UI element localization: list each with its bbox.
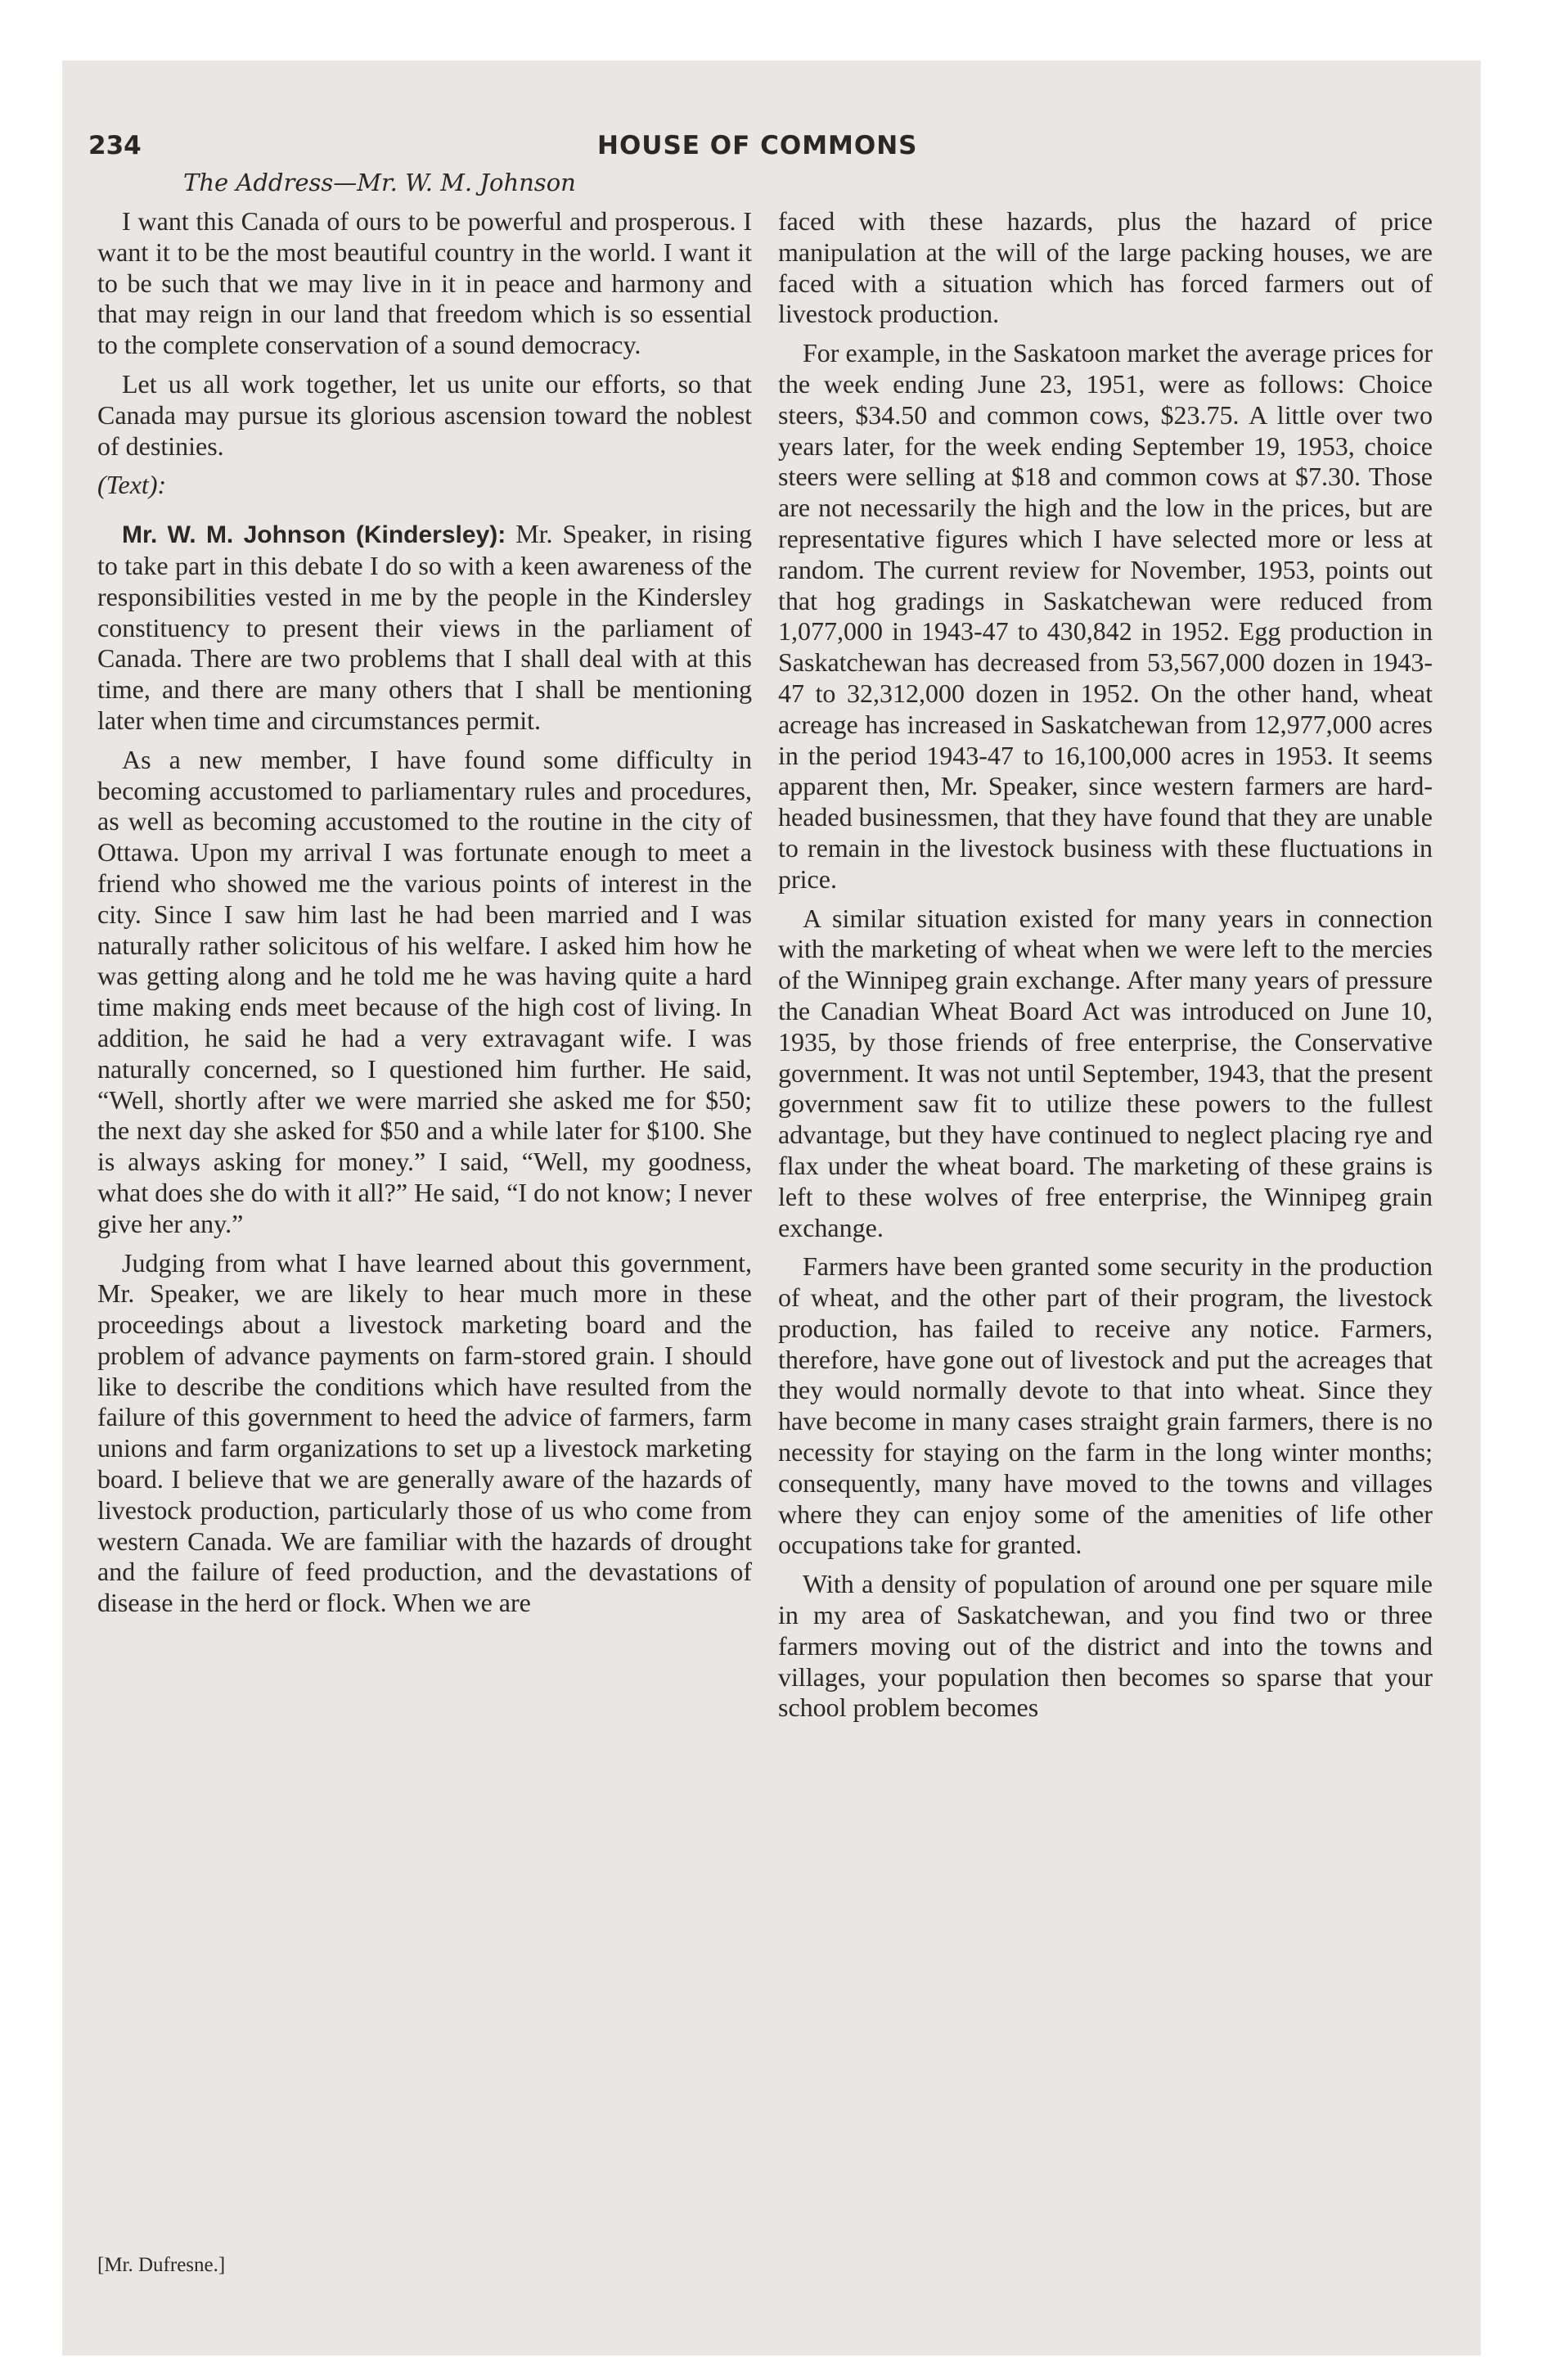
paragraph: As a new member, I have found some difficulty in becoming accustomed to parliamentary rules and procedures, as well as becoming accustomed to the routine in the city of Ottawa. Upon my arrival I was fortunate enough to meet a friend who showed me the various points of interest in the city. Since I saw him last he had been married and I was naturally rather solicitous of his welfare. I asked him how he was getting along and he told me he was having quite a hard time making ends meet because of the high cost of living. In addition, he said he had a very extravagant wife. I was naturally concerned, so I questioned him further. He said, “Well, shortly after we were married she asked me for $50; the next day she asked for $50 and a while later for $100. She is always asking for money.” I said, “Well, my goodness, what does she do with it all?” He said, “I do not know; I never give her any.” [97, 744, 752, 1238]
paragraph: I want this Canada of ours to be powerful and prosperous. I want it to be the most beautiful country in the world. I want it to be such that we may live in it in peace and harmony and that may reign in our land that freedom which is so essential to the complete conservation of a sound democracy. [97, 206, 752, 360]
paragraph: Let us all work together, let us unite our efforts, so that Canada may pursue its glorious ascension toward the noblest of destinies. [97, 368, 752, 461]
page-title: HOUSE OF COMMONS [597, 131, 918, 160]
paragraph: faced with these hazards, plus the hazard of price manipulation at the will of the large packing houses, we are faced with a situation which has forced farmers out of livestock production. [778, 206, 1433, 329]
paragraph: Judging from what I have learned about this government, Mr. Speaker, we are likely to hear much more in these proceedings about a livestock marketing board and the problem of advance payments on farm-stored grain. I should like to describe the conditions which have resulted from the failure of this government to heed the advice of farmers, farm unions and farm organizations to set up a livestock marketing board. I believe that we are generally aware of the hazards of livestock production, particularly those of us who come from western Canada. We are familiar with the hazards of drought and the failure of feed production, and the devastations of disease in the herd or flock. When we are [97, 1247, 752, 1618]
right-column [778, 206, 1433, 1732]
text-label: (Text): [97, 470, 167, 500]
speech-paragraph [97, 519, 752, 737]
paragraph: With a density of population of around one per square mile in my area of Saskatchewan, and you find two or three farmers moving out of the district and into the towns and villages, your population then becomes so sparse that your school problem becomes [778, 1569, 1433, 1723]
running-subtitle: The Address—Mr. W. M. Johnson [183, 169, 576, 196]
speech-text: Mr. Speaker, in rising to take part in this debate I do so with a keen awareness of the responsibilities vested in me by the people in the Kindersley constituency to present their views in the parliament of Canada. There are two problems that I shall deal with at this time, and there are many others that I shall be mentioning later when time and circumstances permit. [97, 519, 753, 735]
left-column [97, 206, 752, 1627]
speaker-name: Mr. W. M. Johnson (Kindersley): [122, 521, 506, 549]
paragraph: For example, in the Saskatoon market the average prices for the week ending June 23, 1951, were as follows: Choice steers, $34.50 and common cows, $23.75. A little over two years later, for the week ending September 19, 1953, choice steers were selling at $18 and common cows at $7.30. Those are not necessarily the high and the low in the prices, but are representative figures which I have selected more or less at random. The current review for November, 1953, points out that hog gradings in Saskatchewan were reduced from 1,077,000 in 1943-47 to 430,842 in 1952. Egg production in Saskatchewan has decreased from 53,567,000 dozen in 1943-47 to 32,312,000 dozen in 1952. On the other hand, wheat acreage has increased in Saskatchewan from 12,977,000 acres in the period 1943-47 to 16,100,000 acres in 1953. It seems apparent then, Mr. Speaker, since western farmers are hard-headed businessmen, that they have found that they are unable to remain in the livestock business with these fluctuations in price. [778, 338, 1433, 894]
paragraph: A similar situation existed for many years in connection with the marketing of wheat when we were left to the mercies of the Winnipeg grain exchange. After many years of pressure the Canadian Wheat Board Act was introduced on June 10, 1935, by those friends of free enterprise, the Conservative government. It was not until September, 1943, that the present government saw fit to utilize these powers to the fullest advantage, but they have continued to neglect placing rye and flax under the wheat board. The marketing of these grains is left to these wolves of free enterprise, the Winnipeg grain exchange. [778, 903, 1433, 1242]
paragraph: Farmers have been granted some security in the production of wheat, and the other part of their program, the livestock production, has failed to receive any notice. Farmers, therefore, have gone out of livestock and put the acreages that they would normally devote to that into wheat. Since they have become in many cases straight grain farmers, there is no necessity for staying on the farm in the long winter months; consequently, many have moved to the towns and villages where they can enjoy some of the amenities of life other occupations take for granted. [778, 1251, 1433, 1560]
page-number: 234 [88, 131, 142, 160]
footer-note: [Mr. Dufresne.] [97, 2254, 226, 2276]
